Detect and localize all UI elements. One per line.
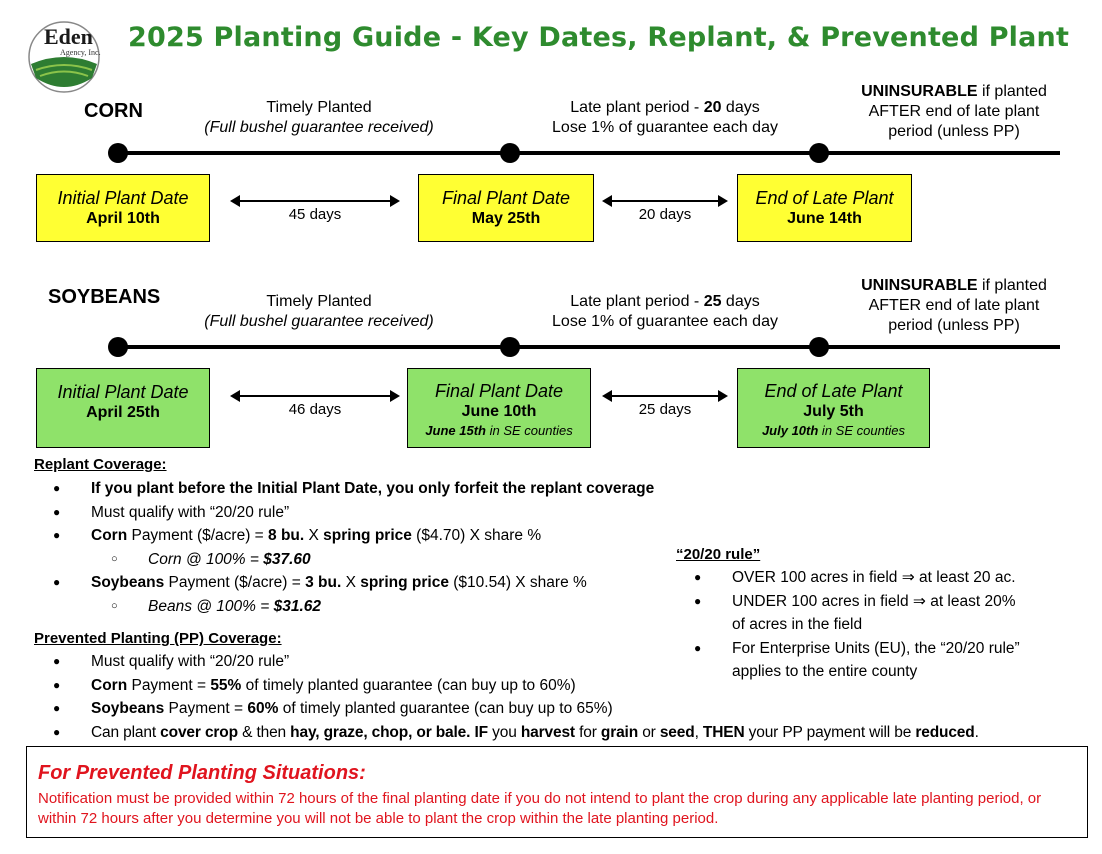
box-note [738, 422, 929, 439]
corn-gap-2: 20 days [638, 206, 692, 223]
replant-item-2: Must qualify with “20/20 rule” [91, 503, 290, 521]
bullet-icon: ● [694, 593, 702, 608]
text-bold: spring price [360, 574, 449, 591]
soy-timely-line1: Timely Planted [266, 293, 372, 310]
text: Can plant [91, 723, 161, 741]
text: you [487, 723, 521, 741]
corn-label: CORN [84, 100, 143, 122]
double-arrow-icon [232, 395, 398, 397]
text-bold: Corn [91, 527, 128, 544]
replant-list [34, 477, 754, 618]
soy-late-suffix: days [721, 293, 760, 310]
list-item [34, 571, 754, 595]
soy-uninsurable-text [844, 276, 1064, 336]
box-title: End of Late Plant [764, 381, 903, 401]
soy-uninsurable-rest: if planted [977, 277, 1047, 294]
text: Beans @ 100% = [148, 597, 274, 615]
text: of timely planted guarantee (can buy up to 65%) [278, 700, 613, 717]
rule-item-1: OVER 100 acres in field ⇒ at least 20 ac. [732, 569, 1016, 586]
text-bold: reduced [915, 723, 975, 741]
list-item [676, 590, 1076, 637]
box-note-rest: in SE counties [485, 423, 573, 438]
pp-heading: Prevented Planting (PP) Coverage: [34, 630, 282, 647]
corn-final-plant-box [418, 174, 594, 242]
soy-gap-2: 25 days [638, 401, 692, 418]
list-item [676, 566, 1076, 590]
box-date: May 25th [471, 210, 541, 227]
text-bold: 3 bu. [305, 574, 342, 591]
list-item [34, 477, 754, 501]
text: X [304, 527, 324, 544]
rule-item-3-line2: applies to the entire county [732, 663, 918, 680]
soy-timely-line2: (Full bushel guarantee received) [204, 313, 434, 330]
box-title: Initial Plant Date [57, 188, 189, 208]
soy-late-line2: Lose 1% of guarantee each day [552, 313, 778, 330]
box-date: July 5th [803, 403, 864, 420]
bullet-icon: ● [53, 481, 61, 495]
text: ($10.54) X share % [448, 574, 587, 591]
box-note [408, 422, 590, 439]
box-title: Final Plant Date [434, 381, 564, 401]
pp-list [34, 650, 1094, 744]
text: & then [237, 723, 291, 741]
list-item [34, 650, 1094, 674]
list-item [34, 524, 754, 548]
double-arrow-icon [604, 200, 726, 202]
corn-late-days: 20 [703, 99, 722, 116]
box-date: June 14th [787, 210, 862, 227]
text-bold: 55% [210, 676, 242, 694]
text-bold: harvest [520, 723, 575, 741]
text: Payment ($/acre) = [164, 574, 306, 591]
box-title: End of Late Plant [755, 188, 894, 208]
double-arrow-icon [232, 200, 398, 202]
corn-late-suffix: days [721, 99, 760, 116]
corn-uninsurable-line2: AFTER end of late plant [868, 103, 1040, 120]
corn-timeline [116, 151, 1060, 155]
soy-uninsurable-bold: UNINSURABLE [861, 277, 978, 294]
text-bold: seed [659, 723, 695, 741]
text-bold: 60% [247, 700, 279, 717]
text: Payment = [164, 700, 248, 717]
sub-bullet-icon: ○ [111, 552, 118, 565]
corn-late-text [530, 98, 800, 138]
page-title: 2025 Planting Guide - Key Dates, Replant, & Prevented Plant [128, 22, 1070, 53]
corn-timely-line1: Timely Planted [266, 99, 372, 116]
rule-heading: “20/20 rule” [676, 546, 761, 563]
soy-gap-1: 46 days [288, 401, 342, 418]
text: your PP payment will be [744, 723, 916, 741]
soy-timeline-dot [809, 337, 829, 357]
bullet-icon: ● [694, 640, 702, 655]
bullet-icon: ● [53, 654, 61, 668]
bullet-icon: ● [53, 528, 61, 542]
text-bold: Soybeans [91, 700, 165, 717]
box-note-bold: June 15th [425, 423, 486, 438]
corn-initial-plant-box [36, 174, 210, 242]
pp-situations-heading: For Prevented Planting Situations: [38, 762, 366, 784]
soy-uninsurable-line3: period (unless PP) [888, 317, 1020, 334]
text: , [694, 723, 703, 741]
soy-final-plant-box [407, 368, 591, 448]
text: Payment ($/acre) = [127, 527, 269, 544]
text-bold: grain [600, 723, 639, 741]
text-bold: Corn [91, 676, 128, 694]
bullet-icon: ● [53, 575, 61, 589]
text-bold: $31.62 [273, 597, 322, 615]
text-bold: $37.60 [263, 550, 311, 568]
soy-timely-text [196, 292, 442, 332]
bullet-icon: ● [53, 724, 61, 739]
pp-situations-text: Notification must be provided within 72 hours of the final planting date if you do not intend to plant the crop during any applicable late planting period, or within 72 hours after you determine you will not be able to plant the crop within the late planting period. [38, 790, 1042, 827]
rule-item-3-line1: For Enterprise Units (EU), the “20/20 rule” [732, 639, 1020, 657]
corn-timely-text [196, 98, 442, 138]
soy-timeline-dot [500, 337, 520, 357]
corn-end-late-plant-box [737, 174, 912, 242]
list-item [34, 721, 1094, 745]
pp-item-1: Must qualify with “20/20 rule” [91, 653, 290, 670]
corn-uninsurable-text [844, 82, 1064, 142]
bullet-icon: ● [53, 504, 61, 519]
text-bold: THEN [702, 723, 745, 741]
box-date: June 10th [461, 403, 537, 420]
rule-item-2-line1: UNDER 100 acres in field ⇒ at least 20% [732, 592, 1016, 610]
text-bold: cover crop [160, 723, 238, 741]
box-title: Final Plant Date [441, 188, 571, 208]
text: X [341, 574, 361, 591]
soy-late-days: 25 [703, 293, 722, 310]
logo-name: Eden [44, 24, 93, 49]
box-date: April 25th [86, 404, 160, 421]
corn-uninsurable-rest: if planted [977, 83, 1047, 100]
corn-late-line2: Lose 1% of guarantee each day [552, 119, 778, 136]
corn-gap-1: 45 days [288, 206, 342, 223]
soy-late-text [530, 292, 800, 332]
corn-timeline-dot [809, 143, 829, 163]
text-bold: 8 bu. [268, 527, 305, 544]
corn-uninsurable-bold: UNINSURABLE [861, 83, 978, 100]
bullet-icon: ● [53, 677, 61, 692]
logo-subname: Agency, Inc. [60, 48, 101, 57]
list-sub-item [34, 595, 754, 619]
bullet-icon: ● [694, 570, 702, 584]
sub-bullet-icon: ○ [111, 599, 118, 612]
soy-timeline [116, 345, 1060, 349]
corn-late-prefix: Late plant period - [570, 99, 704, 116]
replant-heading: Replant Coverage: [34, 456, 167, 473]
box-title: Initial Plant Date [57, 382, 189, 402]
box-note-bold: July 10th [761, 423, 819, 438]
text-bold: spring price [323, 527, 412, 544]
soy-late-prefix: Late plant period - [570, 293, 704, 310]
text: or [638, 723, 660, 741]
text-bold: hay, graze, chop, or bale. [290, 723, 471, 741]
list-item [34, 674, 1094, 698]
soy-uninsurable-line2: AFTER end of late plant [868, 297, 1040, 314]
bullet-icon: ● [53, 701, 61, 715]
text-bold: IF [474, 723, 488, 741]
text: . [974, 723, 979, 741]
text: for [574, 723, 601, 741]
text: ($4.70) X share % [411, 527, 542, 544]
box-date: April 10th [86, 210, 160, 227]
double-arrow-icon [604, 395, 726, 397]
soy-end-late-plant-box [737, 368, 930, 448]
list-item [34, 501, 754, 525]
soy-timeline-dot [108, 337, 128, 357]
soybeans-label: SOYBEANS [48, 286, 161, 308]
text: Corn @ 100% = [148, 550, 264, 568]
corn-timeline-dot [108, 143, 128, 163]
box-note-rest: in SE counties [818, 423, 906, 438]
rule-item-2-line2: of acres in the field [732, 616, 863, 633]
text-bold: Soybeans [91, 574, 165, 591]
replant-item-1: If you plant before the Initial Plant Date, you only forfeit the replant coverage [91, 480, 655, 497]
corn-timely-line2: (Full bushel guarantee received) [204, 119, 434, 136]
soy-initial-plant-box [36, 368, 210, 448]
corn-timeline-dot [500, 143, 520, 163]
corn-uninsurable-line3: period (unless PP) [888, 123, 1020, 140]
text: Payment = [127, 676, 211, 694]
list-item [34, 697, 1094, 721]
text: of timely planted guarantee (can buy up to 60%) [241, 676, 576, 694]
list-sub-item [34, 548, 754, 572]
